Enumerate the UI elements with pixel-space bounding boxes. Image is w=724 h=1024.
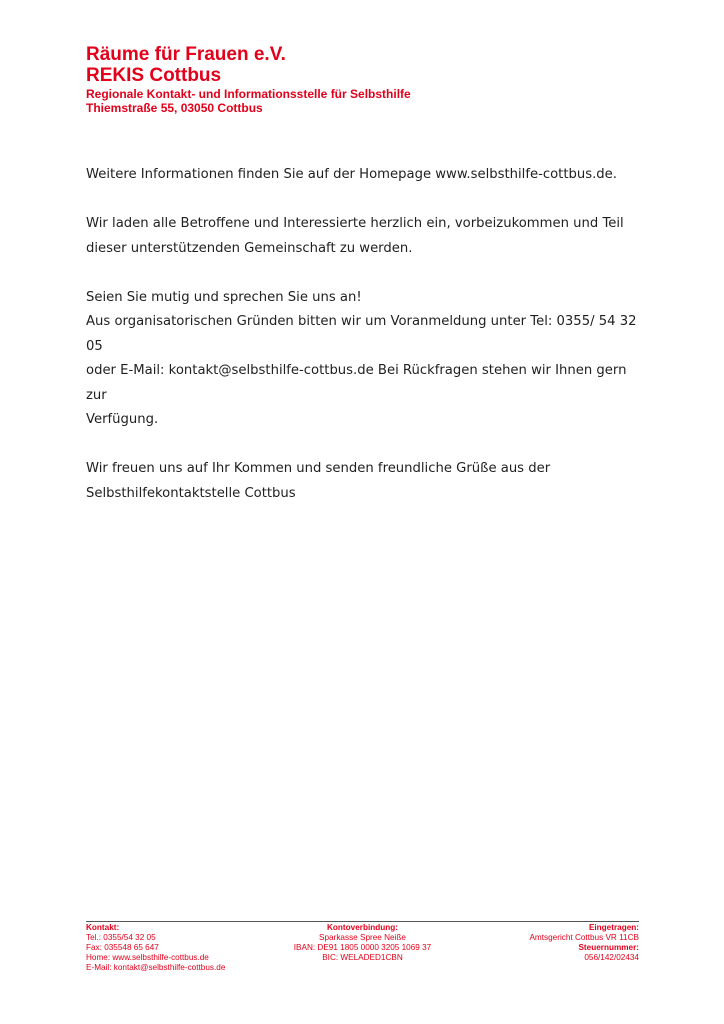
footer-court: Amtsgericht Cottbus VR 11CB <box>529 933 639 942</box>
paragraph-contact <box>86 286 646 433</box>
footer-tel: Tel.: 0355/54 32 05 <box>86 933 156 942</box>
closing-line-1: Wir freuen uns auf Ihr Kommen und senden freundliche Grüße aus der <box>86 461 551 476</box>
footer-fax: Fax: 035548 65 647 <box>86 943 159 952</box>
footer <box>86 921 639 973</box>
closing-line-2: Selbsthilfekontaktstelle Cottbus <box>86 485 296 501</box>
contact-line-2: Aus organisatorischen Gründen bitten wir um Voranmeldung unter Tel: 0355/ 54 32 05 <box>86 314 637 354</box>
organization-subtitle: Regionale Kontakt- und Informationsstelle für Selbsthilfe <box>86 87 411 101</box>
footer-bank <box>270 923 454 973</box>
organization-name: Räume für Frauen e.V. <box>86 44 286 65</box>
homepage-text: Weitere Informationen finden Sie auf der Homepage www.selbsthilfe-cottbus.de. <box>86 167 617 182</box>
paragraph-closing <box>86 457 646 506</box>
organization-unit: REKIS Cottbus <box>86 65 222 86</box>
footer-tax-heading: Steuernummer: <box>578 943 639 952</box>
footer-iban: IBAN: DE91 1805 0000 3205 1069 37 <box>293 943 432 952</box>
letter-body <box>86 163 646 531</box>
footer-bank-heading: Kontoverbindung: <box>327 923 398 932</box>
footer-contact <box>86 923 270 973</box>
footer-email: E-Mail: kontakt@selbsthilfe-cottbus.de <box>86 963 226 972</box>
letterhead <box>86 44 411 115</box>
contact-line-1: Seien Sie mutig und sprechen Sie uns an! <box>86 289 362 305</box>
paragraph-homepage <box>86 163 646 188</box>
footer-contact-heading: Kontakt: <box>86 923 120 932</box>
footer-register <box>455 923 639 973</box>
contact-line-4: Verfügung. <box>86 412 159 427</box>
paragraph-invitation <box>86 212 646 261</box>
contact-line-3: oder E-Mail: kontakt@selbsthilfe-cottbus.de Bei Rückfragen stehen wir Ihnen gern zur <box>86 363 627 403</box>
invitation-line-1: Wir laden alle Betroffene und Interessierte herzlich ein, vorbeizukommen und Teil <box>86 216 624 231</box>
footer-bank-name: Sparkasse Spree Neiße <box>319 933 406 942</box>
footer-register-heading: Eingetragen: <box>588 923 639 932</box>
footer-bic: BIC: WELADED1CBN <box>322 953 403 962</box>
footer-home: Home: www.selbsthilfe-cottbus.de <box>86 953 209 962</box>
footer-tax-number: 056/142/02434 <box>584 953 639 962</box>
invitation-line-2: dieser unterstützenden Gemeinschaft zu werden. <box>86 240 413 256</box>
organization-address: Thiemstraße 55, 03050 Cottbus <box>86 101 263 115</box>
